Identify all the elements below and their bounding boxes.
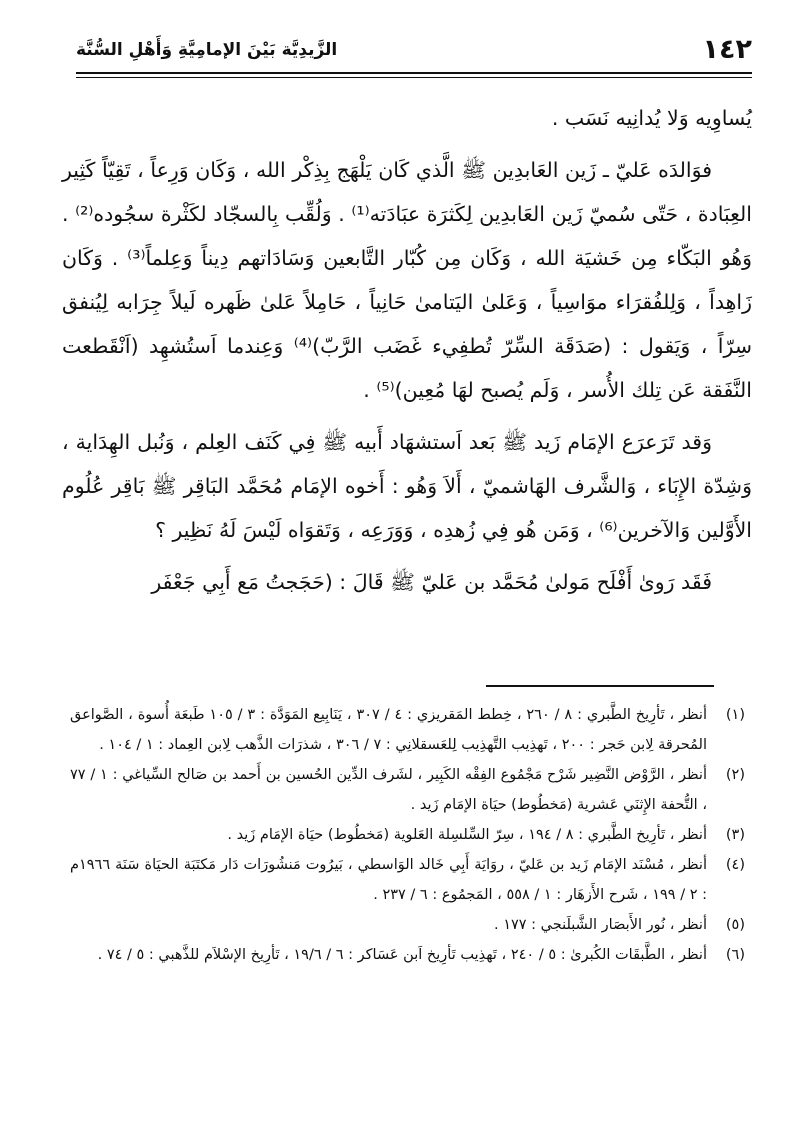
footnote [70,760,745,820]
paragraph: وَقد تَرَعرَع الإمَام زَيد ﷺ بَعد اَستشهَاد أَبيه ﷺ فِي كَنَف العِلم ، وَنُبل الهِدَاية ، وَشِدّة الإِبَاء ، وَالشَّرف الهَاشميّ ، أَلاَ وَهُو : أَخوه الإمَام مُحَمَّد البَاقِر ﷺ بَاقِر عُلُوم الأَوَّلين وَالآخرين⁽⁶⁾ ، وَمَن هُو فِي زُهدِه ، وَوَرَعِه ، وَتَقوَاه لَيْسَ لَهُ نَظِير ؟ [62,430,752,542]
footnote-number: (٤) [725,857,745,873]
footnote-number: (٢) [725,767,745,783]
footnotes [70,700,745,970]
footnote-number: (٦) [725,947,745,963]
footnote [70,700,745,760]
footnote-number: (٣) [725,827,745,843]
running-title: الزَّيدِيَّة بَيْنَ الإمامِيَّةِ وَأَهْلِ السُّنَّة [76,40,338,60]
paragraph: فَقَد رَوىٰ أَفْلَح مَولىٰ مُحَمَّد بن عَليّ ﷺ قَالَ : (حَجَجتُ مَع أَبِي جَعْفَر [151,570,712,594]
main-text [62,96,752,604]
page-number: ١٤٢ [702,34,752,65]
footnote-text: أنظر ، تَأرِيخ الطَّبري : ٨ / ٢٦٠ ، خِطط المَقريزي : ٤ / ٣٠٧ ، يَنَابِيع المَوَدَّة : ٣ / ١٠٥ طَبعَة أُسوة ، الصَّواعق المُحرقة لِابن حَجر : ٢٠٠ ، تَهذِيب التَّهذِيب لِلعَسقلانِي : ٧ / ٣٠٦ ، شذرَات الذَّهب لِابن العِماد : ١ / ١٠٤ . [70,707,708,753]
footnote [70,850,745,910]
footnote-divider [486,685,714,687]
paragraph: يُساوِيه وَلا يُدانِيه نَسَب . [551,106,752,130]
footnote-text: أنظر ، الطَّبقَات الكُبرىٰ : ٥ / ٢٤٠ ، تَهذِيب تَأرِيخ اَبن عَسَاكر : ٦ / ١٩/٦ ، تَأرِيخ الإسْلاَم للذَّهبي : ٥ / ٧٤ . [97,947,707,963]
footnote [70,820,745,850]
footnote-text: أنظر ، الرَّوْض النَّضِير شَرْح مَجْمُوع الفِقْه الكَبِير ، لشَرف الدِّين الحُسين بن أَحمد بن صَالح السِّياغي : ١ / ٧٧ ، التُّحفة الإِثنَي عَشرية (مَخطُوط) حيَاة الإمَام زَيد . [70,767,707,813]
footnote-text: أنظر ، تَأرِيخ الطَّبري : ٨ / ١٩٤ ، سِرّ السِّلسِلة العَلوية (مَخطُوط) حيَاة الإمَام زَيد . [227,827,707,843]
footnote-number: (١) [725,707,745,723]
footnote-number: (٥) [725,917,745,933]
footnote [70,940,745,970]
page-header [76,28,752,74]
paragraph: فوَالدَه عَليّ ـ زَين العَابدِين ﷺ الَّذي كَان يَلْهَج بِذِكْر الله ، وَكَان وَرِعاً ، تَقِيّاً كَثِير العِبَادة ، حَتّى سُميّ زَين العَابدِين لِكَثرَة عبَادَته⁽¹⁾ . وَلُقِّب بِالسجّاد لكَثْرة سجُوده⁽²⁾ . وَهُو البَكّاء مِن خَشيَة الله ، وَكَان مِن كُبّار التَّابعين وَسَادَاتهم دِيناً وَعِلماً⁽³⁾ . وَكَان زَاهِداً ، وَلِلفُقرَاء موَاسِياً ، وَعَلىٰ اليَتامىٰ حَانِياً ، حَامِلاً عَلىٰ ظَهره لَيلاً جِرَابه لِيُنفق سِرّاً ، وَيَقول : (صَدَقَة السِّرّ تُطفِيء غَضَب الرَّبّ)⁽⁴⁾ وَعِندما اَستُشهِد (اَنْقَطعت النَّفَقة عَن تِلك الأُسر ، وَلَم يُصبح لهَا مُعِين)⁽⁵⁾ . [62,158,752,402]
footnote [70,910,745,940]
footnote-text: أنظر ، مُسْنَد الإمَام زَيد بن عَليّ ، روَايَة أَبِي خَالد الوَاسطي ، بَيرُوت مَنشُورَات دَار مَكتَبَة الحيَاة سَنَة ١٩٦٦م : ٢ / ١٩٩ ، شَرح الأَزهَار : ١ / ٥٥٨ ، المَجمُوع : ٦ / ٢٣٧ . [70,857,707,903]
footnote-text: أنظر ، نُور الأَبصَار الشَّبلَنجي : ١٧٧ . [493,917,707,933]
